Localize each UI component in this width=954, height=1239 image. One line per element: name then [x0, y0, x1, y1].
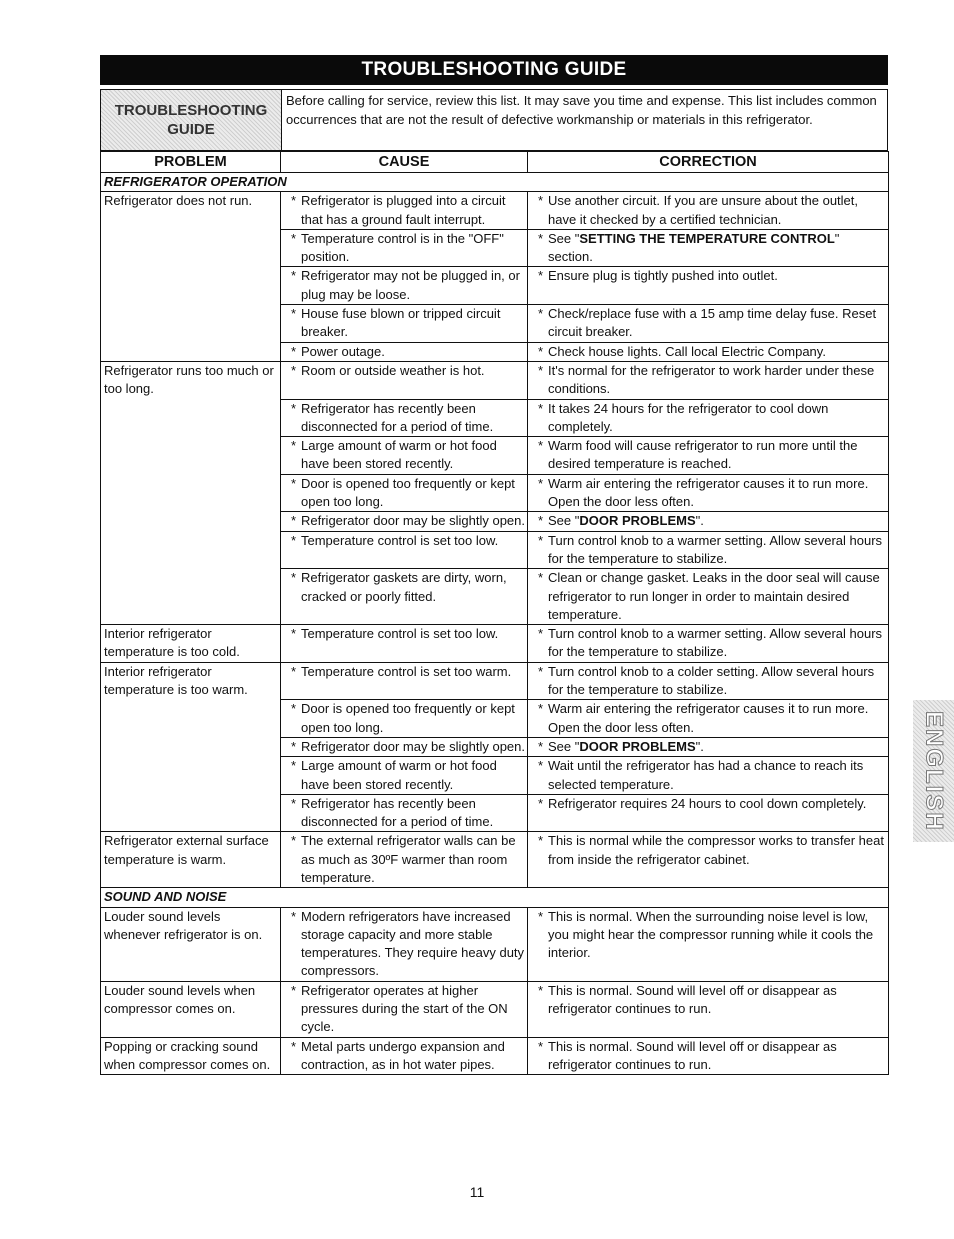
bullet-mark: *	[537, 475, 543, 491]
correction-cell-item	[531, 437, 886, 474]
cause-cell	[281, 737, 528, 756]
cause-cell	[281, 1037, 528, 1075]
bullet-mark: *	[290, 400, 296, 416]
correction-cell-text: Turn control knob to a warmer setting. Allow several hours for the temperature to stabilize.	[548, 626, 883, 660]
cause-cell-text: Refrigerator operates at higher pressures during the start of the ON cycle.	[301, 982, 508, 1035]
correction-cell-item	[531, 982, 886, 1019]
problem-cell: Interior refrigerator temperature is too cold.	[101, 625, 281, 663]
correction-cell-text: Ensure plug is tightly pushed into outlet.	[548, 268, 778, 284]
bullet-mark: *	[537, 438, 543, 454]
table-row	[101, 625, 889, 663]
cause-cell-item	[284, 738, 525, 756]
cause-cell	[281, 361, 528, 399]
bullet-mark: *	[537, 738, 543, 754]
correction-cell-text: Refrigerator requires 24 hours to cool down completely.	[548, 795, 867, 811]
bullet-mark: *	[537, 532, 543, 548]
correction-cell-item	[531, 700, 886, 737]
table-row	[101, 907, 889, 981]
bullet-mark: *	[290, 532, 296, 548]
correction-cell-item	[531, 532, 886, 569]
correction-cell	[528, 474, 889, 512]
bullet-mark: *	[290, 626, 296, 642]
correction-cell-item	[531, 230, 886, 267]
correction-cell-text: It's normal for the refrigerator to work harder under these conditions.	[548, 362, 875, 397]
cause-cell-item	[284, 532, 525, 550]
cause-cell	[281, 399, 528, 437]
bullet-mark: *	[290, 193, 296, 209]
language-tab-label: ENGLISH	[920, 710, 948, 832]
bullet-mark: *	[290, 513, 296, 529]
bullet-mark: *	[537, 1038, 543, 1054]
cause-cell-item	[284, 362, 525, 380]
cause-cell	[281, 305, 528, 343]
cause-cell	[281, 229, 528, 267]
bullet-mark: *	[290, 362, 296, 378]
problem-cell: Refrigerator runs too much or too long.	[101, 361, 281, 624]
bullet-mark: *	[290, 1038, 296, 1054]
correction-cell-item	[531, 400, 886, 437]
correction-cell	[528, 399, 889, 437]
correction-cell	[528, 662, 889, 700]
problem-cell: Louder sound levels whenever refrigerator is on.	[101, 907, 281, 981]
cause-cell	[281, 531, 528, 569]
bullet-mark: *	[537, 513, 543, 529]
cause-cell	[281, 569, 528, 625]
intro-box	[100, 89, 888, 151]
correction-post: ".	[695, 738, 704, 754]
troubleshooting-table	[100, 151, 889, 1075]
bullet-mark: *	[290, 795, 296, 811]
correction-cell-text: Warm food will cause refrigerator to run more until the desired temperature is reached.	[548, 438, 858, 472]
bullet-mark: *	[537, 758, 543, 774]
correction-cell-text: It takes 24 hours for the refrigerator to cool down completely.	[548, 400, 829, 434]
table-row	[101, 1037, 889, 1075]
cause-cell-text: Refrigerator may not be plugged in, or plug may be loose.	[301, 268, 520, 302]
section-title: SOUND AND NOISE	[101, 888, 889, 907]
bullet-mark: *	[537, 230, 543, 246]
section-row	[101, 888, 889, 907]
cause-cell-text: Refrigerator door may be slightly open.	[301, 513, 526, 529]
cause-cell-text: Door is opened too frequently or kept open too long.	[301, 701, 515, 735]
correction-cell-item	[531, 663, 886, 700]
correction-cell-text: Check/replace fuse with a 15 amp time delay fuse. Reset circuit breaker.	[548, 306, 877, 340]
correction-cell-item	[531, 569, 886, 624]
bullet-mark: *	[290, 230, 296, 246]
cause-cell-item	[284, 475, 525, 512]
cause-cell	[281, 474, 528, 512]
cause-cell-text: Modern refrigerators have increased storage capacity and more stable temperatures. They require heavy duty compressors.	[301, 908, 525, 979]
page-title: TROUBLESHOOTING GUIDE	[100, 55, 888, 85]
correction-cell-text: Check house lights. Call local Electric Company.	[548, 343, 826, 359]
table-row	[101, 361, 889, 399]
bullet-mark: *	[290, 758, 296, 774]
correction-cell-text: Turn control knob to a warmer setting. Allow several hours for the temperature to stabilize.	[548, 532, 883, 566]
bullet-mark: *	[290, 306, 296, 322]
cause-cell	[281, 832, 528, 888]
cause-cell-item	[284, 305, 525, 342]
bullet-mark: *	[537, 982, 543, 998]
cause-cell-text: Temperature control is in the "OFF" position.	[301, 230, 504, 265]
correction-pre: See "	[548, 230, 580, 246]
cause-cell-text: House fuse blown or tripped circuit breaker.	[301, 306, 501, 340]
bullet-mark: *	[290, 833, 296, 849]
bullet-mark: *	[290, 701, 296, 717]
cause-cell	[281, 512, 528, 531]
cause-cell-item	[284, 512, 525, 530]
bullet-mark: *	[290, 343, 296, 359]
table-row	[101, 981, 889, 1037]
problem-cell: Interior refrigerator temperature is too warm.	[101, 662, 281, 832]
intro-label	[101, 90, 282, 150]
section-reference: DOOR PROBLEMS	[579, 738, 696, 754]
cause-cell	[281, 907, 528, 981]
correction-cell-item	[531, 343, 886, 361]
correction-cell-item	[531, 625, 886, 662]
bullet-mark: *	[537, 701, 543, 717]
correction-pre: See "	[548, 738, 580, 754]
intro-label-line2: GUIDE	[167, 121, 215, 138]
cause-cell	[281, 192, 528, 230]
cause-cell-text: Door is opened too frequently or kept open too long.	[301, 475, 515, 510]
section-reference: DOOR PROBLEMS	[579, 513, 696, 529]
cause-cell	[281, 625, 528, 663]
correction-cell-text	[548, 738, 886, 756]
table-row	[101, 662, 889, 700]
correction-cell-item	[531, 1038, 886, 1075]
correction-cell	[528, 361, 889, 399]
correction-cell	[528, 305, 889, 343]
cause-cell-text: Refrigerator has recently been disconnected for a period of time.	[301, 795, 494, 830]
table-body	[101, 173, 889, 1075]
cause-cell-text: Temperature control is set too low.	[301, 532, 499, 548]
bullet-mark: *	[290, 908, 296, 924]
cause-cell-item	[284, 267, 525, 304]
correction-post: ".	[695, 513, 704, 529]
page-number: 11	[469, 1184, 485, 1200]
correction-cell	[528, 1037, 889, 1075]
correction-cell-text: Turn control knob to a colder setting. Allow several hours for the temperature to stabilize.	[548, 663, 875, 698]
cause-cell	[281, 794, 528, 832]
correction-cell	[528, 757, 889, 795]
cause-cell	[281, 700, 528, 738]
correction-cell-item	[531, 512, 886, 530]
correction-cell	[528, 981, 889, 1037]
cause-cell-text: Refrigerator gaskets are dirty, worn, cracked or poorly fitted.	[301, 570, 507, 604]
bullet-mark: *	[537, 268, 543, 284]
section-reference: SETTING THE TEMPERATURE CONTROL	[579, 230, 835, 246]
section-title: REFRIGERATOR OPERATION	[101, 173, 889, 192]
cause-cell-item	[284, 343, 525, 361]
correction-cell-item	[531, 795, 886, 813]
problem-cell: Louder sound levels when compressor comes on.	[101, 981, 281, 1037]
problem-cell: Popping or cracking sound when compressor comes on.	[101, 1037, 281, 1075]
correction-cell	[528, 907, 889, 981]
correction-cell-text: Wait until the refrigerator has had a chance to reach its selected temperature.	[548, 758, 864, 792]
section-row	[101, 173, 889, 192]
correction-cell-item	[531, 305, 886, 342]
cause-cell-item	[284, 757, 525, 794]
cause-cell	[281, 437, 528, 475]
table-header-row	[101, 152, 889, 173]
correction-cell	[528, 342, 889, 361]
cause-cell-text: Power outage.	[301, 343, 385, 359]
bullet-mark: *	[290, 570, 296, 586]
correction-cell-text	[548, 230, 886, 267]
correction-cell-text: Use another circuit. If you are unsure about the outlet, have it checked by a certified technician.	[548, 193, 859, 227]
correction-cell	[528, 832, 889, 888]
bullet-mark: *	[537, 362, 543, 378]
correction-cell	[528, 700, 889, 738]
cause-cell-text: Metal parts undergo expansion and contraction, as in hot water pipes.	[301, 1038, 505, 1072]
correction-cell-text: This is normal. When the surrounding noise level is low, you might hear the compressor running while it cools the interior.	[548, 908, 874, 961]
bullet-mark: *	[537, 570, 543, 586]
table-row	[101, 832, 889, 888]
cause-cell-text: Refrigerator has recently been disconnected for a period of time.	[301, 400, 494, 434]
table-row	[101, 192, 889, 230]
cause-cell	[281, 662, 528, 700]
bullet-mark: *	[537, 193, 543, 209]
cause-cell-text: Temperature control is set too low.	[301, 626, 499, 642]
cause-cell	[281, 757, 528, 795]
bullet-mark: *	[537, 908, 543, 924]
bullet-mark: *	[537, 400, 543, 416]
correction-cell	[528, 192, 889, 230]
cause-cell-item	[284, 569, 525, 606]
correction-cell-item	[531, 832, 886, 869]
bullet-mark: *	[537, 833, 543, 849]
bullet-mark: *	[290, 663, 296, 679]
cause-cell-item	[284, 192, 525, 229]
correction-cell-text: Clean or change gasket. Leaks in the door seal will cause refrigerator to run longer in order to maintain desired temperature.	[548, 570, 880, 622]
cause-cell-item	[284, 663, 525, 681]
correction-cell	[528, 267, 889, 305]
cause-cell-text: The external refrigerator walls can be as much as 30ºF warmer than room temperature.	[301, 833, 516, 885]
correction-cell-text	[548, 512, 886, 530]
intro-text: Before calling for service, review this list. It may save you time and expense. This list includes common occurrences that are not the result of defective workmanship or materials in this refrigerator.	[286, 93, 877, 127]
cause-cell-item	[284, 832, 525, 887]
bullet-mark: *	[537, 663, 543, 679]
bullet-mark: *	[290, 738, 296, 754]
correction-cell-item	[531, 908, 886, 963]
cause-cell-text: Refrigerator door may be slightly open.	[301, 738, 526, 754]
correction-cell-item	[531, 757, 886, 794]
bullet-mark: *	[537, 343, 543, 359]
header-correction: CORRECTION	[528, 152, 889, 173]
cause-cell-text: Temperature control is set too warm.	[301, 663, 512, 679]
correction-cell	[528, 625, 889, 663]
correction-cell-item	[531, 738, 886, 756]
cause-cell-text: Large amount of warm or hot food have been stored recently.	[301, 438, 497, 472]
bullet-mark: *	[537, 795, 543, 811]
correction-cell-item	[531, 362, 886, 399]
cause-cell-text: Room or outside weather is hot.	[301, 362, 485, 378]
correction-cell-text: Warm air entering the refrigerator causes it to run more. Open the door less often.	[548, 475, 869, 510]
header-problem: PROBLEM	[101, 152, 281, 173]
cause-cell-item	[284, 700, 525, 737]
correction-cell	[528, 531, 889, 569]
problem-cell: Refrigerator does not run.	[101, 192, 281, 362]
correction-cell	[528, 794, 889, 832]
cause-cell-item	[284, 625, 525, 643]
cause-cell-item	[284, 908, 525, 981]
correction-cell-text: This is normal. Sound will level off or disappear as refrigerator continues to run.	[548, 1038, 837, 1072]
cause-cell	[281, 267, 528, 305]
correction-cell	[528, 512, 889, 531]
correction-cell-item	[531, 192, 886, 229]
cause-cell-item	[284, 437, 525, 474]
cause-cell-item	[284, 230, 525, 267]
intro-label-line1: TROUBLESHOOTING	[114, 102, 268, 119]
correction-cell-item	[531, 475, 886, 512]
correction-cell	[528, 229, 889, 267]
cause-cell-item	[284, 1038, 525, 1075]
cause-cell-text: Refrigerator is plugged into a circuit that has a ground fault interrupt.	[301, 193, 506, 227]
cause-cell-text: Large amount of warm or hot food have been stored recently.	[301, 758, 497, 792]
cause-cell-item	[284, 982, 525, 1037]
cause-cell	[281, 981, 528, 1037]
correction-cell-text: This is normal while the compressor works to transfer heat from inside the refrigerator cabinet.	[548, 833, 884, 867]
correction-pre: See "	[548, 513, 580, 529]
bullet-mark: *	[537, 626, 543, 642]
header-cause: CAUSE	[281, 152, 528, 173]
bullet-mark: *	[537, 306, 543, 322]
correction-cell	[528, 569, 889, 625]
bullet-mark: *	[290, 438, 296, 454]
language-tab	[913, 700, 954, 842]
correction-cell-text: Warm air entering the refrigerator causes it to run more. Open the door less often.	[548, 701, 869, 735]
cause-cell-item	[284, 400, 525, 437]
correction-cell	[528, 737, 889, 756]
cause-cell	[281, 342, 528, 361]
bullet-mark: *	[290, 475, 296, 491]
correction-cell-item	[531, 267, 886, 285]
bullet-mark: *	[290, 982, 296, 998]
correction-cell	[528, 437, 889, 475]
cause-cell-item	[284, 795, 525, 832]
correction-cell-text: This is normal. Sound will level off or disappear as refrigerator continues to run.	[548, 982, 837, 1017]
problem-cell: Refrigerator external surface temperature is warm.	[101, 832, 281, 888]
correction-post: " section.	[548, 230, 840, 265]
bullet-mark: *	[290, 268, 296, 284]
